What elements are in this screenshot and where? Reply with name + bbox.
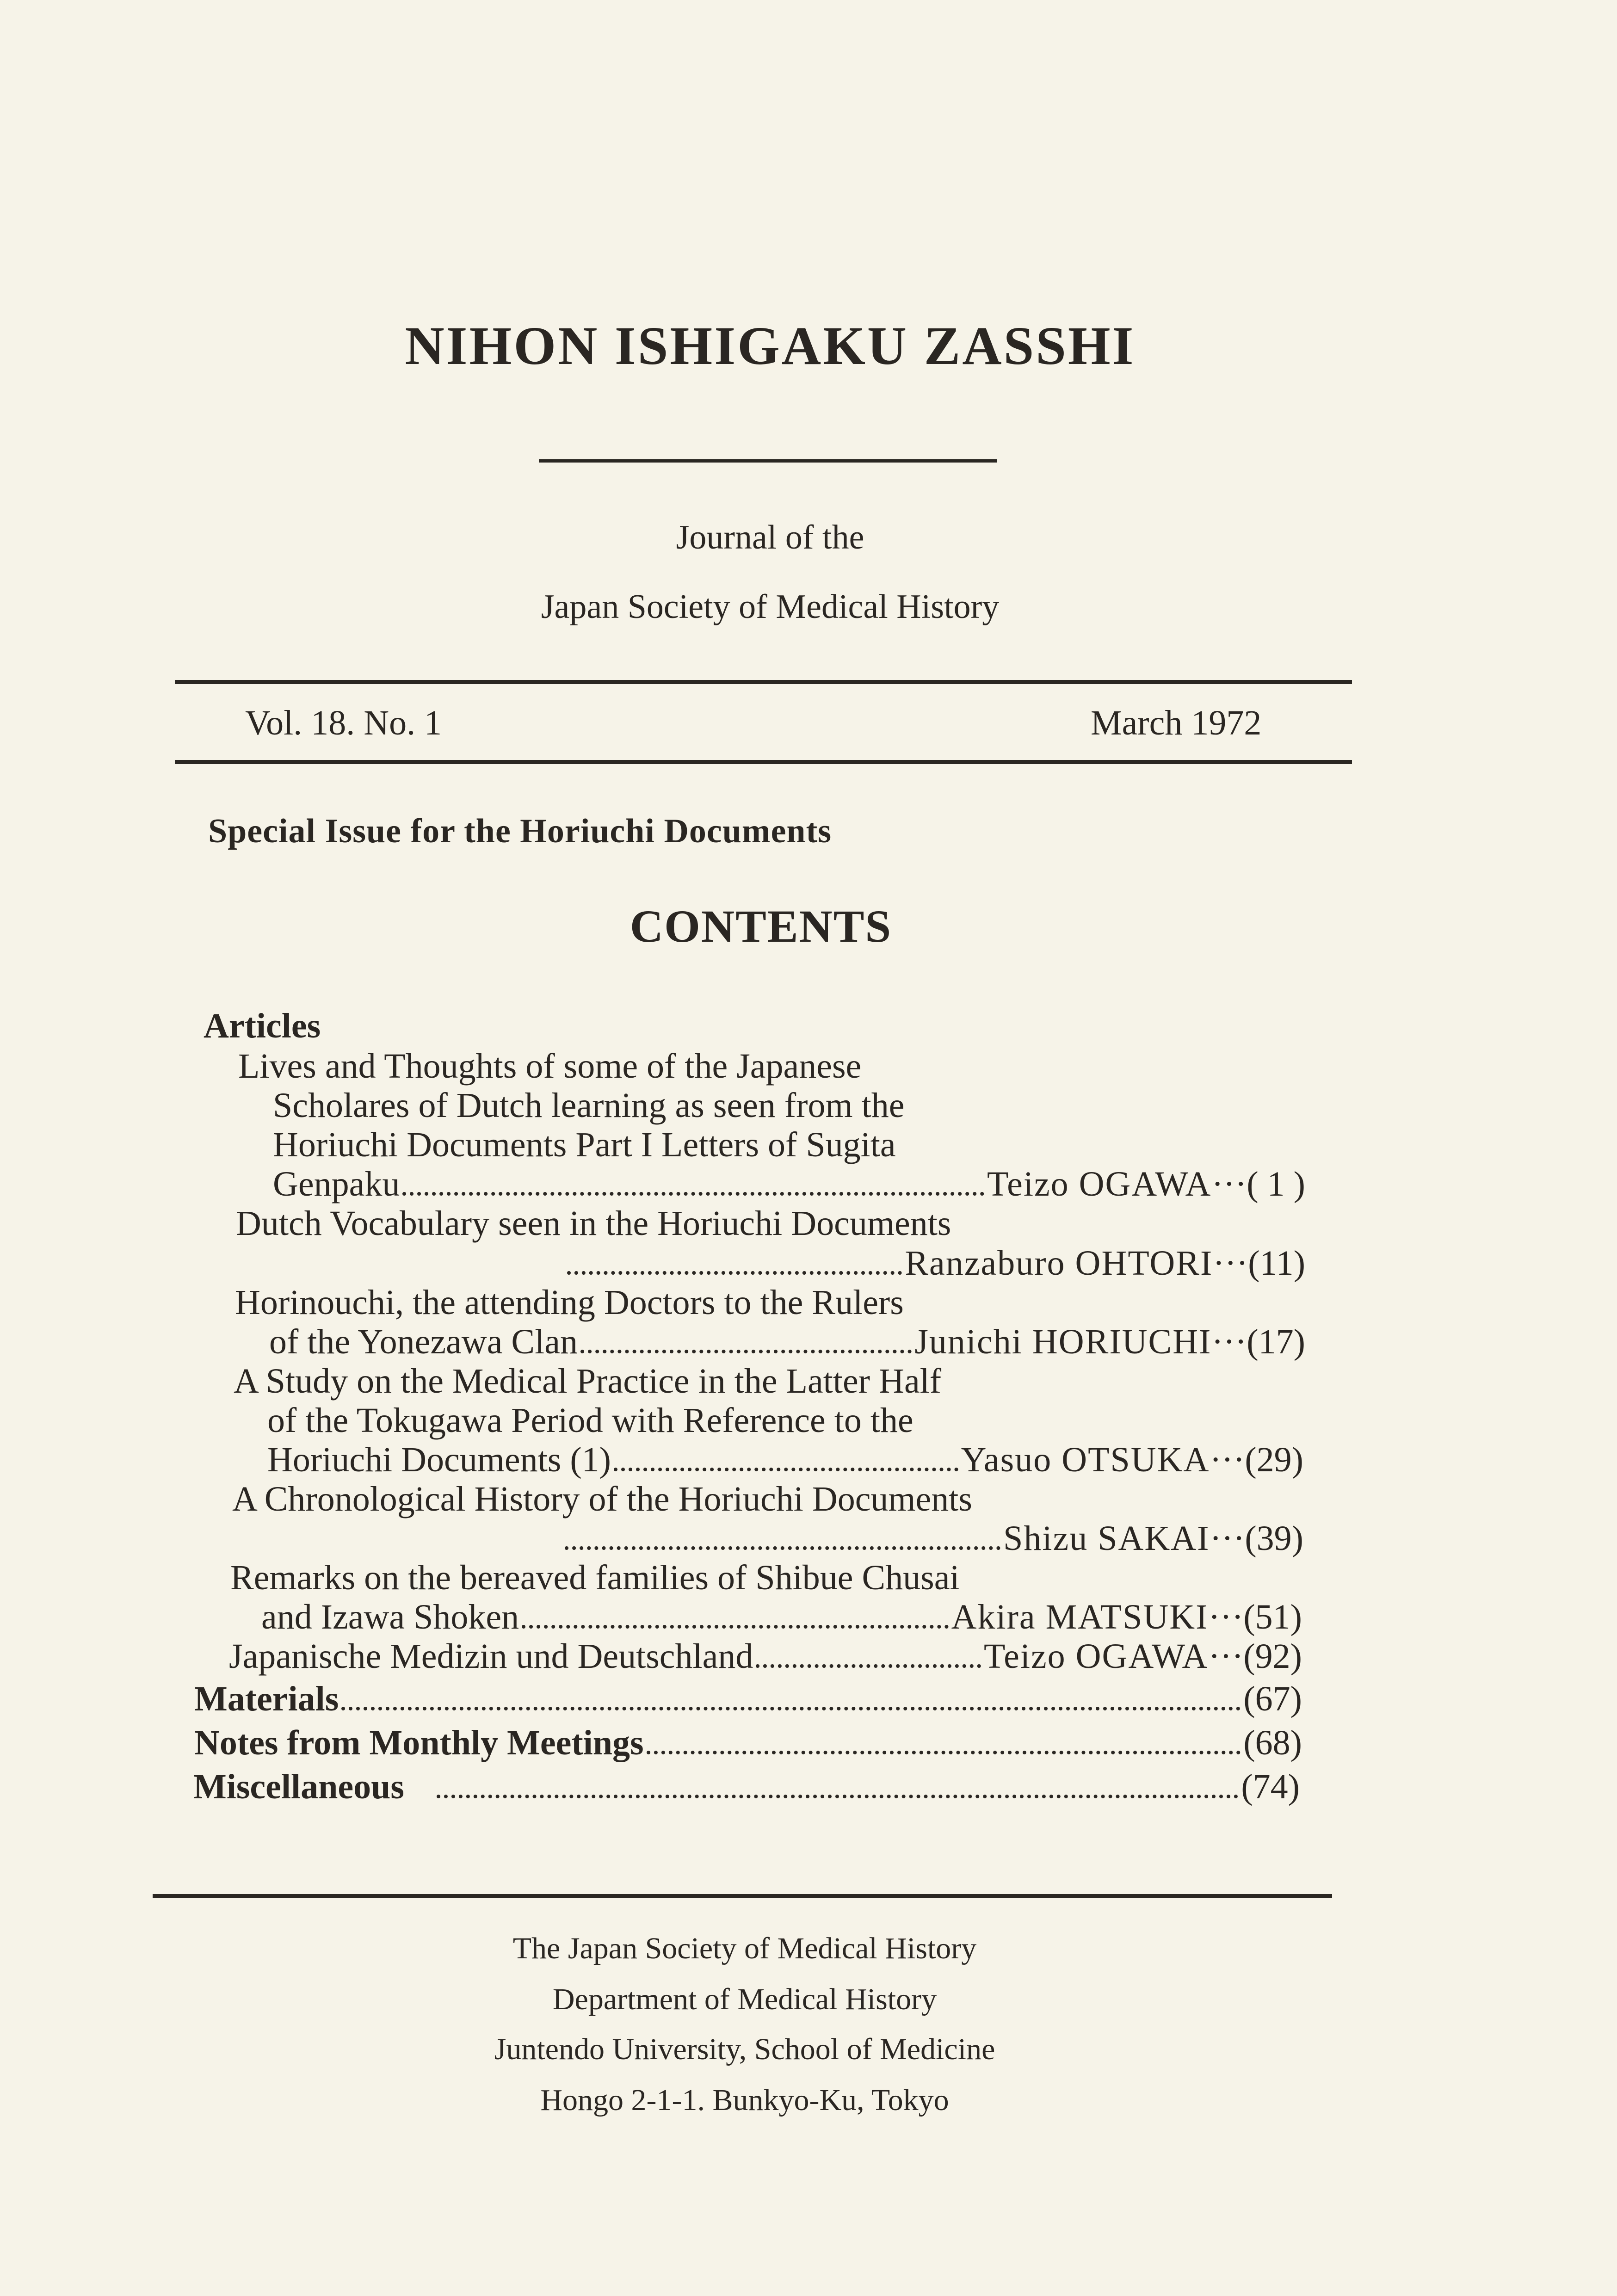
article-page: (39) [1245,1519,1303,1558]
subtitle-line-1: Journal of the [676,518,864,556]
dot-leader [522,1625,948,1629]
article-title-line: Genpaku [273,1165,400,1204]
article-title-line: A Study on the Medical Practice in the Latter Half [234,1362,942,1401]
toc-entry [261,1597,1302,1637]
article-author: Teizo OGAWA [987,1165,1212,1204]
issue-date: March 1972 [1091,704,1262,742]
dot-leader [614,1468,958,1471]
article-page: (51) [1243,1598,1302,1636]
footer-line: Juntendo University, School of Medicine [494,2032,995,2066]
dot-leader [580,1350,912,1353]
article-title-line: Horiuchi Documents Part I Letters of Sugita [273,1125,896,1164]
volume-rule-bottom [175,760,1352,764]
toc-entry [269,1322,1305,1362]
dot-leader [647,1751,1241,1754]
toc-entry [564,1243,1305,1284]
section-page: (67) [1243,1679,1302,1718]
volume-number: Vol. 18. No. 1 [245,704,442,742]
article-page: (17) [1247,1322,1305,1361]
article-author: Junichi HORIUCHI [914,1322,1212,1361]
subtitle-line-2: Japan Society of Medical History [541,588,1000,626]
page-dots: ··· [1211,1322,1247,1361]
toc-entry [273,1164,1305,1204]
section-page: (74) [1241,1767,1300,1806]
article-title-line: Dutch Vocabulary seen in the Horiuchi Documents [236,1204,951,1243]
toc-entry [267,1440,1303,1480]
article-title-line: A Chronological History of the Horiuchi Documents [232,1480,972,1518]
section-label: Notes from Monthly Meetings [194,1723,644,1762]
contents-heading: CONTENTS [630,901,892,952]
dot-leader [437,1795,1238,1798]
article-page: (92) [1243,1637,1302,1676]
footer-rule [153,1894,1332,1898]
toc-entry [229,1636,1302,1677]
toc-section [194,1679,1302,1719]
volume-rule-top [175,680,1352,684]
page-dots: ··· [1208,1598,1244,1636]
dot-leader [341,1707,1241,1710]
article-title-line: Remarks on the bereaved families of Shibue Chusai [230,1558,960,1597]
page-dots: ··· [1213,1244,1248,1283]
article-title-line: of the Yonezawa Clan [269,1322,578,1361]
article-author: Yasuo OTSUKA [961,1440,1210,1479]
article-title-line: and Izawa Shoken [261,1598,519,1636]
article-page: (29) [1245,1440,1303,1479]
article-title-line: Japanische Medizin und Deutschland [229,1637,753,1676]
footer-line: Department of Medical History [552,1982,937,2016]
article-author: Ranzaburo OHTORI [905,1244,1213,1283]
articles-heading: Articles [204,1006,321,1045]
toc-section [193,1767,1300,1807]
journal-title: NIHON ISHIGAKU ZASSHI [405,315,1136,376]
article-title-line: Horinouchi, the attending Doctors to the Rulers [235,1283,904,1322]
dot-leader [402,1192,984,1196]
dot-leader [565,1546,1000,1550]
dot-leader [756,1664,981,1668]
article-author: Shizu SAKAI [1003,1519,1210,1558]
section-page: (68) [1243,1723,1302,1762]
footer-line: Hongo 2-1-1. Bunkyo-Ku, Tokyo [540,2083,949,2117]
section-label: Materials [194,1679,339,1718]
page-dots: ··· [1208,1637,1244,1676]
article-title-line: Lives and Thoughts of some of the Japanese [238,1047,862,1086]
article-title-line: Horiuchi Documents (1) [267,1440,611,1479]
article-page: ( 1 ) [1247,1165,1305,1204]
article-title-line: Scholares of Dutch learning as seen from the [273,1086,905,1125]
page-dots: ··· [1210,1440,1245,1479]
article-author: Akira MATSUKI [951,1598,1209,1636]
article-title-line: of the Tokugawa Period with Reference to the [267,1401,913,1440]
toc-section [194,1723,1302,1763]
title-underline [539,459,997,463]
special-issue-heading: Special Issue for the Horiuchi Documents [208,812,832,850]
dot-leader [567,1271,902,1275]
section-label: Miscellaneous [193,1767,404,1806]
footer-line: The Japan Society of Medical History [512,1932,977,1965]
article-author: Teizo OGAWA [983,1637,1209,1676]
page-dots: ··· [1211,1165,1247,1204]
toc-entry [562,1518,1303,1559]
page-dots: ··· [1210,1519,1245,1558]
article-page: (11) [1248,1244,1305,1283]
